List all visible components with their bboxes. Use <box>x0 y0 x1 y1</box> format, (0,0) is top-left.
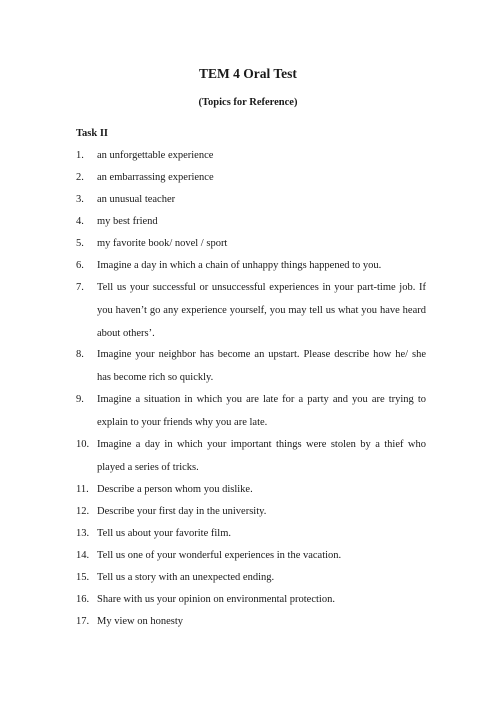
list-item-number: 10. <box>76 439 90 450</box>
list-item-number: 6. <box>76 260 84 271</box>
list-item-text: Describe your first day in the university. <box>97 506 267 517</box>
list-item-number: 5. <box>76 238 84 249</box>
list-item-text: an unusual teacher <box>97 194 176 205</box>
section-heading: Task II <box>76 128 109 139</box>
list-item-text: Tell us a story with an unexpected ending. <box>97 572 275 583</box>
list-item <box>76 145 426 168</box>
list-item-text: Tell us one of your wonderful experiences in the vacation. <box>97 550 342 561</box>
list-item-number: 15. <box>76 572 90 583</box>
list-item-text: Imagine a day in which a chain of unhappy things happened to you. <box>97 260 382 271</box>
list-item-text: Imagine a situation in which you are late for a party and you are trying to explain to your friends why you are late. <box>97 394 426 428</box>
list-item-text: an embarrassing experience <box>97 172 214 183</box>
list-item-number: 8. <box>76 349 84 360</box>
list-item-text: Tell us your successful or unsuccessful experiences in your part-time job. If you haven’t go any experience yourself, you may tell us what you have heard about others’. <box>97 282 426 339</box>
list-item <box>76 189 426 212</box>
list-item <box>76 611 426 634</box>
list-item-text: an unforgettable experience <box>97 150 214 161</box>
list-item <box>76 434 426 480</box>
list-item-text: Describe a person whom you dislike. <box>97 484 253 495</box>
list-item <box>76 501 426 524</box>
list-item-number: 4. <box>76 216 84 227</box>
list-item-number: 14. <box>76 550 90 561</box>
list-item <box>76 389 426 435</box>
list-item <box>76 545 426 568</box>
list-item-number: 17. <box>76 616 90 627</box>
list-item-text: Imagine a day in which your important things were stolen by a thief who played a series of tricks. <box>97 439 426 473</box>
list-item-number: 9. <box>76 394 84 405</box>
list-item-text: my favorite book/ novel / sport <box>97 238 228 249</box>
list-item <box>76 255 426 278</box>
list-item-text: Share with us your opinion on environmental protection. <box>97 594 335 605</box>
list-item-number: 3. <box>76 194 84 205</box>
list-item-text: my best friend <box>97 216 158 227</box>
list-item <box>76 211 426 234</box>
list-item <box>76 277 426 345</box>
list-item-number: 16. <box>76 594 90 605</box>
list-item <box>76 167 426 190</box>
page-subtitle: (Topics for Reference) <box>198 97 298 108</box>
list-item-number: 7. <box>76 282 84 293</box>
list-item-number: 11. <box>76 484 89 495</box>
list-item <box>76 567 426 590</box>
list-item <box>76 479 426 502</box>
page-title: TEM 4 Oral Test <box>199 66 297 81</box>
list-item-text: Tell us about your favorite film. <box>97 528 231 539</box>
list-item <box>76 589 426 612</box>
list-item-number: 1. <box>76 150 84 161</box>
list-item-number: 2. <box>76 172 84 183</box>
list-item-text: My view on honesty <box>97 616 184 627</box>
list-item <box>76 344 426 390</box>
list-item <box>76 523 426 546</box>
list-item-number: 12. <box>76 506 90 517</box>
list-item <box>76 233 426 256</box>
list-item-text: Imagine your neighbor has become an upstart. Please describe how he/ she has become rich so quickly. <box>97 349 426 383</box>
list-item-number: 13. <box>76 528 90 539</box>
